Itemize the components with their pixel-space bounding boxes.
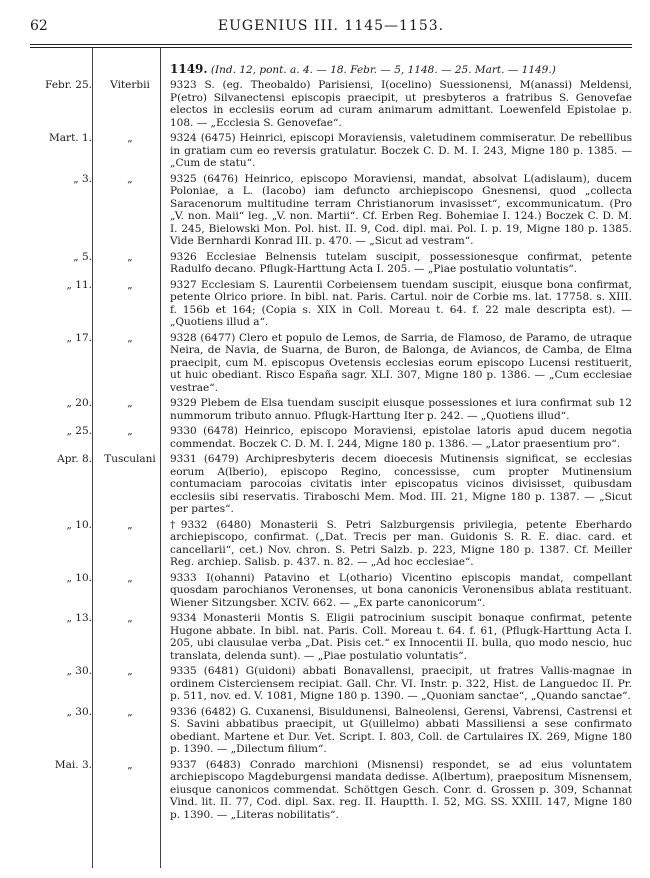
regest-entry [30, 79, 632, 129]
entry-date: „ 3. [73, 172, 92, 185]
regest-entry [30, 612, 632, 662]
entry-text: 9329 Plebem de Elsa tuendam suscipit eiusque possessiones et iura confirmat sub 12 nummorum tributo annuo. Pflugk-Harttung Iter p. 242. — „Quotiens illud“. [170, 397, 632, 422]
entry-text: 9327 Ecclesiam S. Laurentii Corbeiensem tuendam suscipit, eiusque bona confirmat, petente Olrico priore. In bibl. nat. Paris. Cartul. noir de Corbie ms. lat. 17758. s. XIII. f. 156b et 164; (Copia s. XIX in Coll. Moreau t. 64. f. 22 male descripta est). — „Quotiens illud a“. [170, 278, 632, 328]
regest-entry [30, 425, 632, 450]
entry-place: „ [127, 758, 133, 771]
entry-date: „ 10. [66, 571, 92, 584]
regest-entry [30, 173, 632, 248]
regest-entry [30, 332, 632, 395]
entry-place: „ [127, 397, 133, 409]
entry-text: 9337 (6483) Conrado marchioni (Misnensi) respondet, se ad eius voluntatem archiepiscopo Magdeburgensi mandata dedisse. A(lbertum), praepositum Misnensem, eiusque canonicos commendat. Schöttgen Gesch. Conr. d. Grossen p. 309, Schannat Vind. lit. II. 77, Cod. dipl. Sax. reg. II. Hauptth. I. 52, MG. SS. XXIII. 147, Migne 180 p. 1390. — „Literas nobilitatis“. [170, 758, 632, 821]
entry-text: 9335 (6481) G(uidoni) abbati Bonavallensi, praecipit, ut fratres Vallis-magnae in ordinem Cisterciensem recipiat. Gall. Chr. VI. Instr. p. 322, Hist. de Languedoc II. Pr. p. 511, nov. ed. V. 1081, Migne 180 p. 1390. — „Quoniam sanctae“, „Quando sanctae“. [170, 665, 632, 702]
entry-date: Mai. 3. [54, 758, 92, 771]
entry-text: 9336 (6482) G. Cuxanensi, Bisuldunensi, Balneolensi, Gerensi, Vabrensi, Castrensi et S. Savini abbatibus praecipit, ut G(uillelmo) abbati Massiliensi a sese confirmato obediant. Martene et Dur. Vet. Script. I. 803, Coll. de Cartulaires IX. 269, Migne 180 p. 1390. — „Dilectum filium“. [170, 705, 632, 755]
entry-place: „ [127, 518, 133, 531]
entry-text: 9323 S. (eg. Theobaldo) Parisiensi, I(ocelino) Suessionensi, M(anassi) Meldensi, P(etro) Silvanectensi episcopis praecipit, ut presbyteros a fratribus S. Genovefae electos in ecclesiis eorum ad curam animarum admittant. Loewenfeld Epistolae p. 108. — „Ecclesia S. Genovefae“. [170, 79, 632, 129]
entry-date: Mart. 1. [49, 132, 92, 144]
entry-text: 9331 (6479) Archipresbyteris decem dioecesis Mutinensis significat, se ecclesias eorum A(lberio), episcopo Regino, concessisse, cum propter Mutinensium contumaciam parocoias civitatis inter episcopatus vicinos divisisset, quibusdam ecclesiis sibi reservatis. Tiraboschi Mem. Mod. III. 21, Migne 180 p. 1387. — „Sicut per partes“. [170, 453, 632, 515]
entry-date: „ 30. [66, 705, 92, 718]
regest-list [30, 62, 632, 824]
entry-text: 9325 (6476) Heinrico, episcopo Moraviensi, mandat, absolvat L(adislaum), ducem Poloniae, a L. (Iacobo) iam defuncto archiepiscopo Gnesnensi, quod „collecta Saracenorum multitudine terram Christianorum invasisset“, excommunicatum. (Pro „V. non. Maii“ leg. „V. non. Martii“. Cf. Erben Reg. Bohemiae I. 124.) Boczek C. D. M. I. 245, Bielowski Mon. Pol. hist. II. 9, Cod. dipl. mai. Pol. I. p. 19, Migne 180 p. 1385. Vide Bernhardi Konrad III. p. 470. — „Sicut ad vestram“. [170, 172, 632, 247]
entry-date: „ 5. [73, 250, 92, 263]
year-heading [164, 62, 632, 79]
entry-text: 9328 (6477) Clero et populo de Lemos, de Sarria, de Flamoso, de Paramo, de utraque Neira, de Navia, de Suarna, de Buron, de Balonga, de Aviancos, de Camba, de Elma praecipit, cum M. episcopus Ovetensis ecclesias eorum episcopo Lucensi restituerit, ut huic obediant. Risco España sagr. XLI. 307, Migne 180 p. 1386. — „Cum ecclesiae vestrae“. [170, 331, 632, 394]
entry-place: „ [127, 571, 133, 584]
entry-date: „ 17. [66, 331, 92, 344]
entry-date: „ 25. [66, 425, 92, 437]
regest-entry [30, 759, 632, 822]
entry-place: „ [127, 250, 133, 263]
entry-text: 9334 Monasterii Montis S. Eligii patrocinium suscipit bonaque confirmat, petente Hugone abbate. In bibl. nat. Paris. Coll. Moreau t. 64. f. 61, (Pflugk-Harttung Acta I. 205, ubi clausulae verba „Dat. Pisis cet.“ ex Innocentii II. bulla, quo modo nescio, huc translata, delenda sunt). — „Piae postulatio voluntatis“. [170, 612, 632, 662]
page-header [30, 18, 632, 42]
entry-place: Tusculani [104, 453, 156, 465]
entry-date: „ 11. [66, 278, 92, 291]
regest-entry [30, 132, 632, 170]
header-rule [30, 44, 632, 45]
entry-place: „ [127, 132, 133, 144]
regest-entry [30, 251, 632, 276]
entry-date: „ 20. [66, 397, 92, 409]
entry-date: „ 10. [66, 518, 92, 531]
entry-place: „ [127, 425, 133, 437]
entry-place: „ [127, 705, 133, 718]
running-title: EUGENIUS III. 1145—1153. [217, 18, 445, 34]
entry-text: †9332 (6480) Monasterii S. Petri Salzburgensis privilegia, petente Eberhardo archiepiscopo, confirmat. („Dat. Trecis per man. Guidonis S. R. E. diac. card. et cancellarii“, cet.) Nov. chron. S. Petri Salzb. p. 223, Migne 180 p. 1387. Cf. Meiller Reg. archiep. Salisb. p. 437. n. 82. — „Ad hoc ecclesiae“. [170, 518, 632, 568]
entry-place: Viterbii [110, 79, 150, 91]
regest-entry [30, 397, 632, 422]
entry-date: „ 13. [66, 612, 92, 624]
entry-text: 9330 (6478) Heinrico, episcopo Moraviensi, epistolae latoris apud ducem negotia commendat. Boczek C. D. M. I. 244, Migne 180 p. 1386. — „Lator praesentium pro“. [170, 425, 632, 450]
entry-date: Apr. 8. [57, 453, 92, 465]
regest-entry [30, 453, 632, 516]
entry-text: 9333 I(ohanni) Patavino et L(othario) Vicentino episcopis mandat, compellant quosdam parochianos Veronenses, ut bona canonicis Veronensibus ablata restituant. Wiener Sitzungsber. XCIV. 662. — „Ex parte canonicorum“. [170, 571, 632, 609]
entry-place: „ [127, 665, 133, 677]
regest-entry [30, 279, 632, 329]
year-heading-row [30, 62, 632, 79]
entry-text: 9324 (6475) Heinrici, episcopi Moraviensis, valetudinem commiseratur. De rebellibus in gratiam cum eo reversis gratulatur. Boczek C. D. M. I. 243, Migne 180 p. 1385. — „Cum de statu“. [170, 132, 632, 169]
year-number: 1149. [170, 62, 208, 76]
entry-date: „ 30. [66, 665, 92, 677]
entry-place: „ [127, 172, 133, 185]
entry-place: „ [127, 278, 133, 291]
entries-container [30, 79, 632, 821]
year-info: (Ind. 12, pont. a. 4. — 18. Febr. — 5, 1148. — 25. Mart. — 1149.) [210, 64, 556, 76]
entry-date: Febr. 25. [45, 79, 92, 91]
page-number: 62 [30, 18, 48, 34]
regest-entry [30, 706, 632, 756]
entry-place: „ [127, 612, 133, 624]
regest-entry [30, 665, 632, 703]
entry-place: „ [127, 331, 133, 344]
header-rule-double [30, 47, 632, 48]
entry-text: 9326 Ecclesiae Belnensis tutelam suscipit, possessionesque confirmat, petente Radulfo decano. Pflugk-Harttung Acta I. 205. — „Piae postulatio voluntatis“. [170, 250, 632, 275]
regest-entry [30, 572, 632, 610]
regest-entry [30, 519, 632, 569]
